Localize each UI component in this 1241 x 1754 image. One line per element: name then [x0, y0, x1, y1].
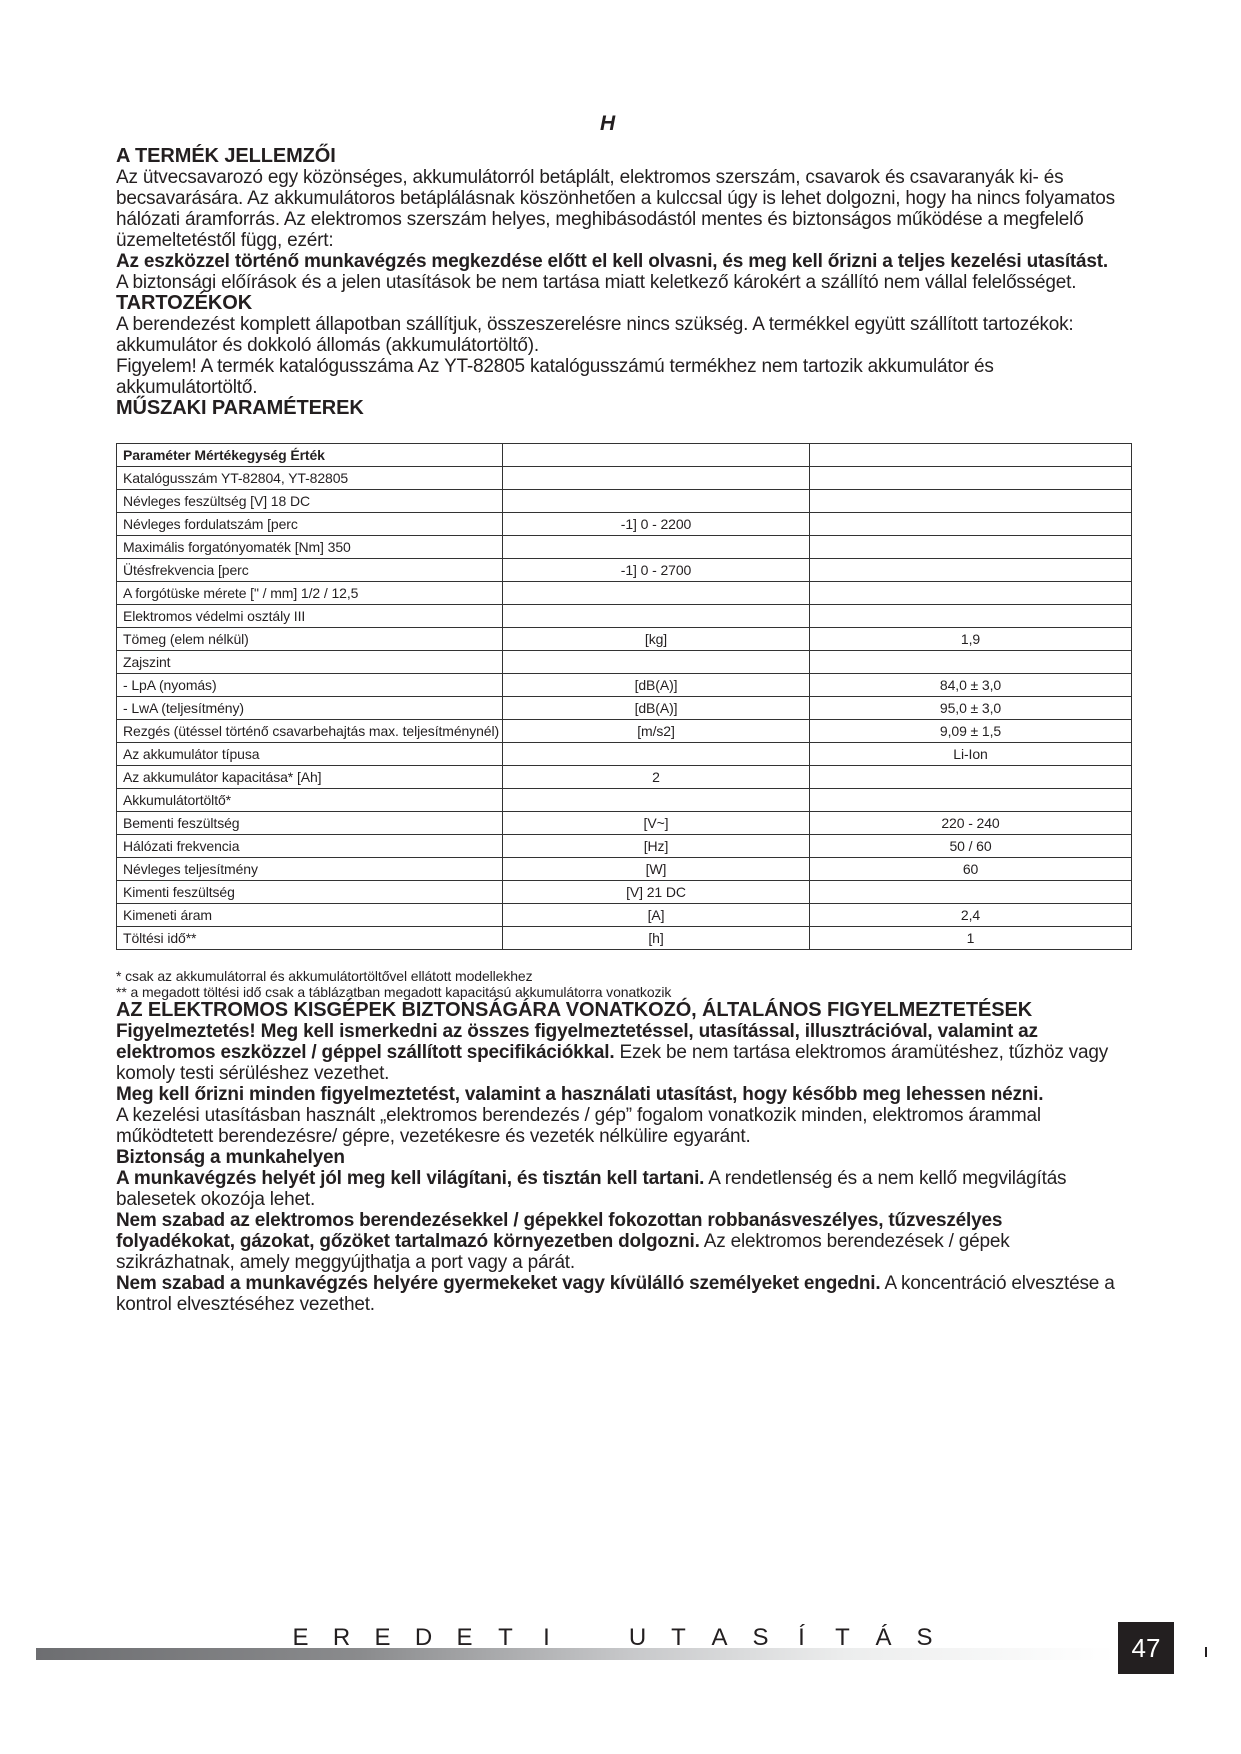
spec-row — [117, 812, 1132, 835]
footer-letter: U — [628, 1624, 647, 1651]
spec-cell — [503, 536, 810, 559]
spec-cell: Ütésfrekvencia [perc — [117, 559, 503, 582]
spec-cell: Rezgés (ütéssel történő csavarbehajtás max. teljesítménynél) — [117, 720, 503, 743]
spec-cell — [810, 467, 1132, 490]
spec-row — [117, 766, 1132, 789]
spec-cell: [h] — [503, 927, 810, 950]
language-marker: H — [600, 112, 616, 135]
section-title-safety: AZ ELEKTROMOS KISGÉPEK BIZTONSÁGÁRA VONATKOZÓ, ÁLTALÁNOS FIGYELMEZTETÉSEK — [116, 999, 1033, 1021]
spec-header-row — [117, 444, 1132, 467]
spec-cell: Töltési idő** — [117, 927, 503, 950]
spec-cell — [810, 881, 1132, 904]
accessories-text-1: A berendezést komplett állapotban szállítjuk, összeszerelésre nincs szükség. A termékkel együtt szállított tartozékok: akkumulátor és dokkoló állomás (akkumulátortöltő). — [116, 314, 1074, 356]
edge-mark — [1205, 1647, 1207, 1657]
spec-row — [117, 927, 1132, 950]
footer-letter: T — [835, 1624, 850, 1651]
spec-cell — [503, 444, 810, 467]
spec-cell — [503, 743, 810, 766]
workplace-item-1-bold: A munkavégzés helyét jól meg kell világítani, és tisztán kell tartani. — [116, 1168, 705, 1189]
footer-letter: E — [374, 1624, 391, 1651]
table-notes — [116, 968, 1126, 1000]
accessories-text-2: Figyelem! A termék katalógusszáma Az YT-82805 katalógusszámú termékhez nem tartozik akkumulátor és akkumulátortöltő. — [116, 356, 994, 398]
spec-cell: Akkumulátortöltő* — [117, 789, 503, 812]
footnote-1: * csak az akkumulátorral és akkumulátortöltővel ellátott modellekhez — [116, 968, 533, 984]
spec-row — [117, 904, 1132, 927]
spec-cell: Az akkumulátor típusa — [117, 743, 503, 766]
spec-cell: [m/s2] — [503, 720, 810, 743]
spec-row — [117, 674, 1132, 697]
spec-cell: Hálózati frekvencia — [117, 835, 503, 858]
footer-letter: Á — [875, 1624, 892, 1651]
spec-row — [117, 720, 1132, 743]
spec-cell: [V] 21 DC — [503, 881, 810, 904]
spec-cell: - LwA (teljesítmény) — [117, 697, 503, 720]
spec-cell: Paraméter Mértékegység Érték — [117, 444, 503, 467]
spec-cell: 1,9 — [810, 628, 1132, 651]
warning-paragraph — [116, 1021, 1126, 1084]
workplace-item-2-bold: Nem szabad az elektromos berendezésekkel / gépekkel fokozottan robbanásveszélyes, tűzveszélyes folyadékokat, gázokat, gőzöket tartalmazó környezetben dolgozni. — [116, 1210, 1003, 1252]
warning-rest: Ezek be nem tartása elektromos áramütéshez, tűzhöz vagy komoly testi sérüléshez vezethet. — [116, 1042, 1109, 1084]
spec-cell: [dB(A)] — [503, 674, 810, 697]
spec-cell — [810, 766, 1132, 789]
spec-cell — [810, 651, 1132, 674]
footer-letter: T — [498, 1624, 513, 1651]
spec-cell — [810, 582, 1132, 605]
spec-cell: Névleges fordulatszám [perc — [117, 513, 503, 536]
liability-text: A biztonsági előírások és a jelen utasítások be nem tartása miatt keletkező károkért a szállító nem vállal felelősséget. — [116, 272, 1077, 293]
spec-cell — [503, 651, 810, 674]
spec-row — [117, 743, 1132, 766]
spec-cell: Névleges feszültség [V] 18 DC — [117, 490, 503, 513]
footer-letter: Í — [798, 1624, 805, 1651]
spec-cell: Névleges teljesítmény — [117, 858, 503, 881]
workplace-item-1 — [116, 1168, 1126, 1210]
spec-cell: 60 — [810, 858, 1132, 881]
spec-cell: -1] 0 - 2700 — [503, 559, 810, 582]
keep-instructions: Meg kell őrizni minden figyelmeztetést, valamint a használati utasítást, hogy később meg lehessen nézni. — [116, 1084, 1044, 1105]
spec-cell: Tömeg (elem nélkül) — [117, 628, 503, 651]
spec-cell — [503, 582, 810, 605]
workplace-item-2-rest: Az elektromos berendezések / gépek szikrázhatnak, amely meggyújthatja a port vagy a párát. — [116, 1231, 1010, 1273]
spec-cell — [810, 444, 1132, 467]
spec-cell — [503, 467, 810, 490]
spec-cell — [810, 789, 1132, 812]
spec-cell: 1 — [810, 927, 1132, 950]
spec-cell: 95,0 ± 3,0 — [810, 697, 1132, 720]
spec-cell: Katalógusszám YT-82804, YT-82805 — [117, 467, 503, 490]
spec-cell — [503, 605, 810, 628]
page-content — [116, 146, 1126, 1315]
spec-row — [117, 881, 1132, 904]
footer-letter: T — [671, 1624, 686, 1651]
spec-cell: 9,09 ± 1,5 — [810, 720, 1132, 743]
spec-row — [117, 697, 1132, 720]
spec-cell: Zajszint — [117, 651, 503, 674]
footer-letter: I — [543, 1624, 550, 1651]
footer-letter: E — [456, 1624, 473, 1651]
spec-row — [117, 559, 1132, 582]
footer-letter: S — [752, 1624, 769, 1651]
page-number: 47 — [1118, 1622, 1174, 1674]
footer-letter: D — [414, 1624, 433, 1651]
spec-row — [117, 858, 1132, 881]
footer-letter: A — [711, 1624, 728, 1651]
spec-row — [117, 789, 1132, 812]
spec-row — [117, 605, 1132, 628]
spec-cell — [810, 559, 1132, 582]
footnote-2: ** a megadott töltési idő csak a táblázatban megadott kapacitású akkumulátorra vonatkozik — [116, 984, 672, 1000]
spec-cell: Li-Ion — [810, 743, 1132, 766]
spec-cell — [503, 490, 810, 513]
spec-cell: - LpA (nyomás) — [117, 674, 503, 697]
workplace-item-3-rest: A koncentráció elvesztése a kontrol elvesztéséhez vezethet. — [116, 1273, 1115, 1315]
spec-cell — [810, 490, 1132, 513]
spec-cell: A forgótüske mérete [" / mm] 1/2 / 12,5 — [117, 582, 503, 605]
spec-row — [117, 628, 1132, 651]
spec-row — [117, 651, 1132, 674]
spec-row — [117, 835, 1132, 858]
footer-letter: R — [332, 1624, 351, 1651]
spec-cell: 2,4 — [810, 904, 1132, 927]
spec-cell: -1] 0 - 2200 — [503, 513, 810, 536]
spec-cell — [810, 605, 1132, 628]
spec-cell: Az akkumulátor kapacitása* [Ah] — [117, 766, 503, 789]
spec-cell: [A] — [503, 904, 810, 927]
spec-cell — [810, 536, 1132, 559]
workplace-item-1-rest: A rendetlenség és a nem kellő megvilágítás balesetek okozója lehet. — [116, 1168, 1067, 1210]
spec-row — [117, 582, 1132, 605]
spec-cell: 220 - 240 — [810, 812, 1132, 835]
definition-paragraph: A kezelési utasításban használt „elektromos berendezés / gép” fogalom vonatkozik minden, elektromos árammal működtetett berendezésre/ gépre, vezetékesre és vezeték nélkülire egyaránt. — [116, 1105, 1041, 1147]
spec-cell: Kimenti feszültség — [117, 881, 503, 904]
workplace-item-3 — [116, 1273, 1126, 1315]
section-title-features: A TERMÉK JELLEMZŐI — [116, 145, 336, 167]
footer-caption — [280, 1624, 945, 1652]
section-title-accessories: TARTOZÉKOK — [116, 292, 253, 314]
spec-cell: 50 / 60 — [810, 835, 1132, 858]
spec-cell: 2 — [503, 766, 810, 789]
spec-cell: [V~] — [503, 812, 810, 835]
spec-cell: Maximális forgatónyomaték [Nm] 350 — [117, 536, 503, 559]
spec-cell: Kimeneti áram — [117, 904, 503, 927]
spec-cell: Elektromos védelmi osztály III — [117, 605, 503, 628]
workplace-heading: Biztonság a munkahelyen — [116, 1147, 345, 1168]
spec-row — [117, 490, 1132, 513]
section-title-specs: MŰSZAKI PARAMÉTEREK — [116, 397, 364, 419]
spec-cell: [kg] — [503, 628, 810, 651]
footer-letter: E — [292, 1624, 309, 1651]
footer-letter: S — [916, 1624, 933, 1651]
workplace-item-2 — [116, 1210, 1126, 1273]
warning-bold: Figyelmeztetés! Meg kell ismerkedni az összes figyelmeztetéssel, utasítással, illusztrációval, valamint az elektromos eszközzel / géppel szállított specifikációkkal. — [116, 1021, 1038, 1063]
spec-cell: [dB(A)] — [503, 697, 810, 720]
spec-row — [117, 467, 1132, 490]
bold-notice: Az eszközzel történő munkavégzés megkezdése előtt el kell olvasni, és meg kell őrizni a teljes kezelési utasítást. — [116, 251, 1108, 272]
workplace-item-3-bold: Nem szabad a munkavégzés helyére gyermekeket vagy kívülálló személyeket engedni. — [116, 1273, 881, 1294]
spec-cell — [503, 789, 810, 812]
spec-cell: Bementi feszültség — [117, 812, 503, 835]
spec-cell: [Hz] — [503, 835, 810, 858]
spec-cell — [810, 513, 1132, 536]
spec-row — [117, 513, 1132, 536]
spec-cell: 84,0 ± 3,0 — [810, 674, 1132, 697]
intro-paragraph: Az ütvecsavarozó egy közönséges, akkumulátorról betáplált, elektromos szerszám, csavarok és csavaranyák ki- és becsavarására. Az akkumulátoros betáplálásnak köszönhetően a kulccsal úgy is lehet dolgozni, hogy ha nincs folyamatos hálózati áramforrás. Az elektromos szerszám helyes, meghibásodástól mentes és biztonságos működése a megfelelő üzemeltetéstől függ, ezért: — [116, 167, 1115, 251]
spec-cell: [W] — [503, 858, 810, 881]
spec-table — [116, 443, 1132, 950]
spec-row — [117, 536, 1132, 559]
